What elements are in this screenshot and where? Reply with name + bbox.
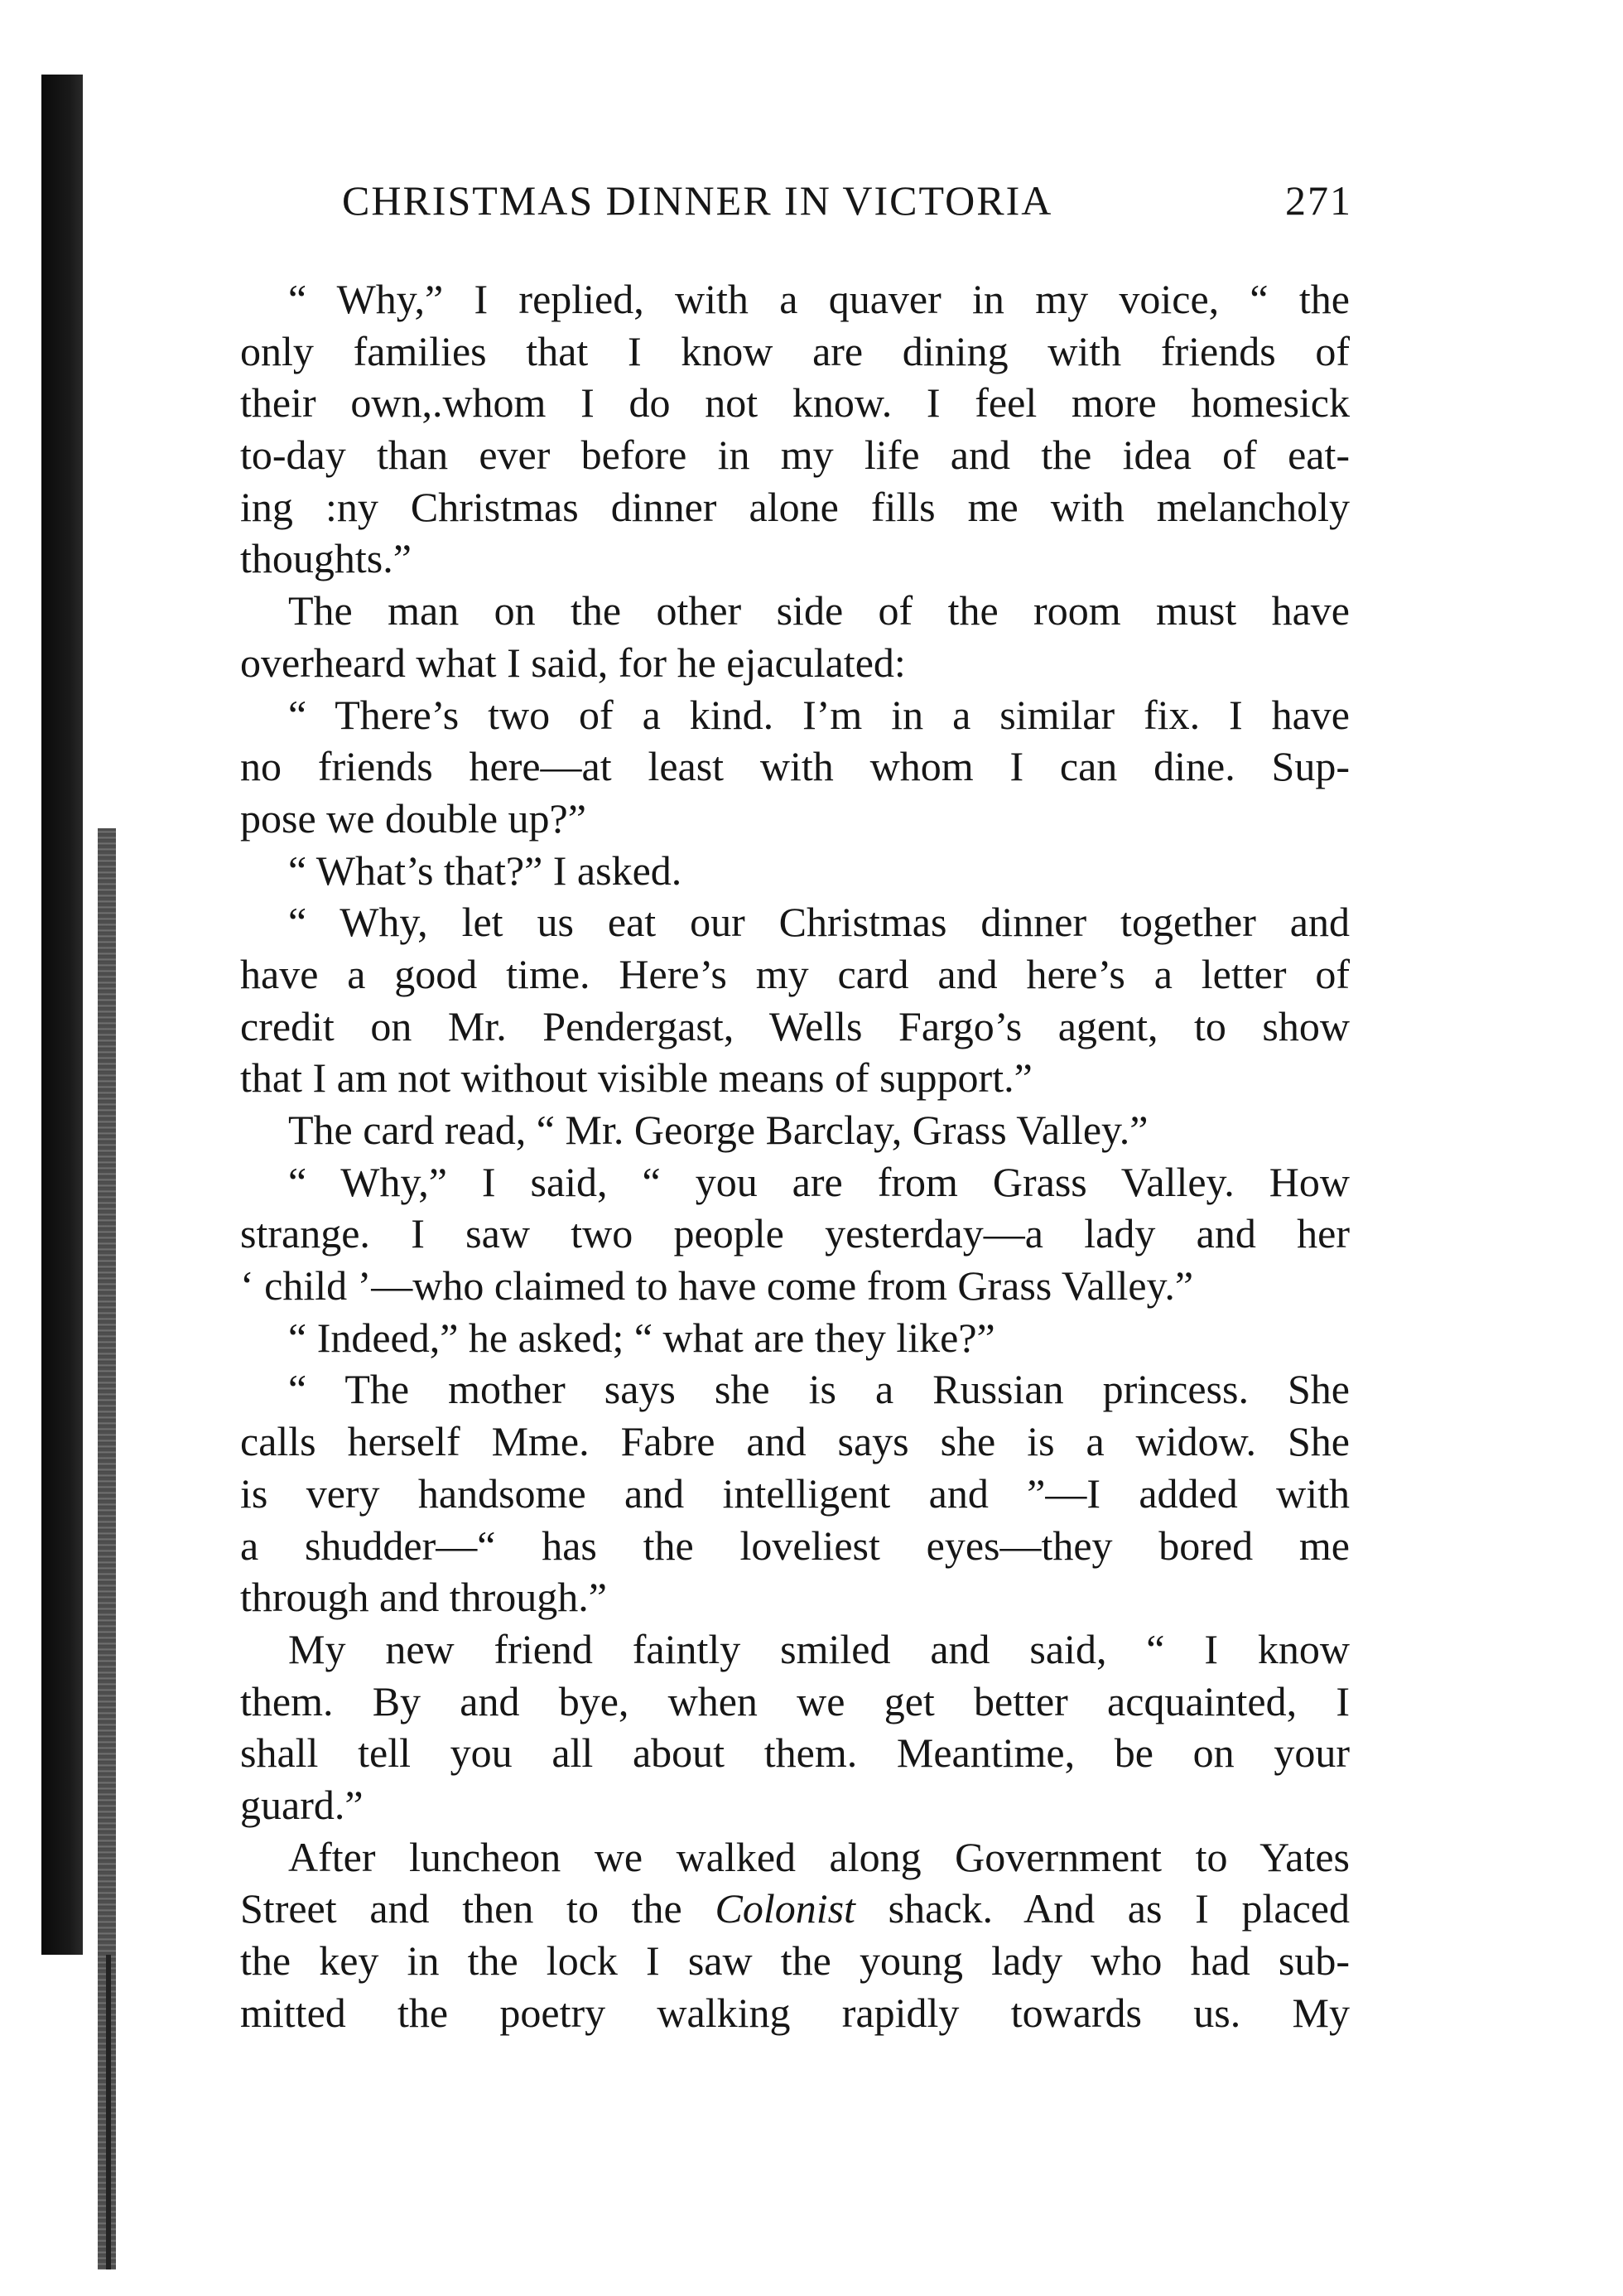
text-line: them. By and bye, when we get better acquainted, I [240,1677,1350,1724]
text-line: “ The mother says she is a Russian princess. She [288,1366,1350,1413]
text-line: pose we double up?” [240,794,586,842]
running-title: CHRISTMAS DINNER IN VICTORIA [342,177,1053,224]
text-line: through and through.” [240,1574,607,1621]
page-binding-line [106,1955,111,2269]
text-line: ing :ny Christmas dinner alone fills me with melancholy [240,483,1350,530]
text-line: “ There’s two of a kind. I’m in a similar fix. I have [288,691,1350,738]
text-line: shall tell you all about them. Meantime, be on your [240,1729,1350,1777]
text-line: that I am not without visible means of support.” [240,1054,1033,1102]
text-line: The man on the other side of the room must have [288,587,1350,634]
text-line: have a good time. Here’s my card and here’s a letter of [240,950,1350,997]
page-number: 271 [1285,177,1352,224]
text-line: mitted the poetry walking rapidly towards us. My [240,1989,1350,2036]
text-line: strange. I saw two people yesterday—a lady and her [240,1210,1350,1257]
text-line: The card read, “ Mr. George Barclay, Grass Valley.” [288,1107,1149,1153]
text-line: the key in the lock I saw the young lady who had sub- [240,1937,1350,1984]
text-line: is very handsome and intelligent and ”—I added with [240,1469,1350,1517]
text-line: no friends here—at least with whom I can dine. Sup- [240,743,1350,790]
text-line: Street and then to the Colonist shack. And as I placed [240,1885,1350,1932]
page-binding-edge [41,75,83,1955]
text-line: to-day than ever before in my life and the idea of eat- [240,432,1350,479]
text-line: only families that I know are dining with friends of [240,327,1350,374]
text-line: ‘ child ’—who claimed to have come from Grass Valley.” [240,1262,1194,1310]
text-line: calls herself Mme. Fabre and says she is a widow. She [240,1418,1350,1465]
text-line: “ Why,” I replied, with a quaver in my voice, “ the [288,276,1350,322]
text-line: “ Why, let us eat our Christmas dinner together and [288,899,1350,946]
text-line: After luncheon we walked along Government to Yates [288,1833,1350,1880]
running-header [342,167,1352,234]
body-text [240,273,1350,2038]
text-line: guard.” [240,1781,364,1828]
text-line: My new friend faintly smiled and said, “ I know [288,1625,1350,1672]
text-line: thoughts.” [240,535,412,582]
text-line: “ What’s that?” I asked. [288,847,682,894]
text-line: a shudder—“ has the loveliest eyes—they bored me [240,1522,1350,1569]
text-line: “ Indeed,” he asked; “ what are they like?” [288,1314,995,1361]
text-line: overheard what I said, for he ejaculated: [240,639,906,686]
text-line: “ Why,” I said, “ you are from Grass Valley. How [288,1158,1350,1205]
text-line: their own,.whom I do not know. I feel more homesick [240,379,1350,427]
text-line: credit on Mr. Pendergast, Wells Fargo’s agent, to show [240,1002,1350,1049]
italic-title: Colonist [715,1885,855,1932]
